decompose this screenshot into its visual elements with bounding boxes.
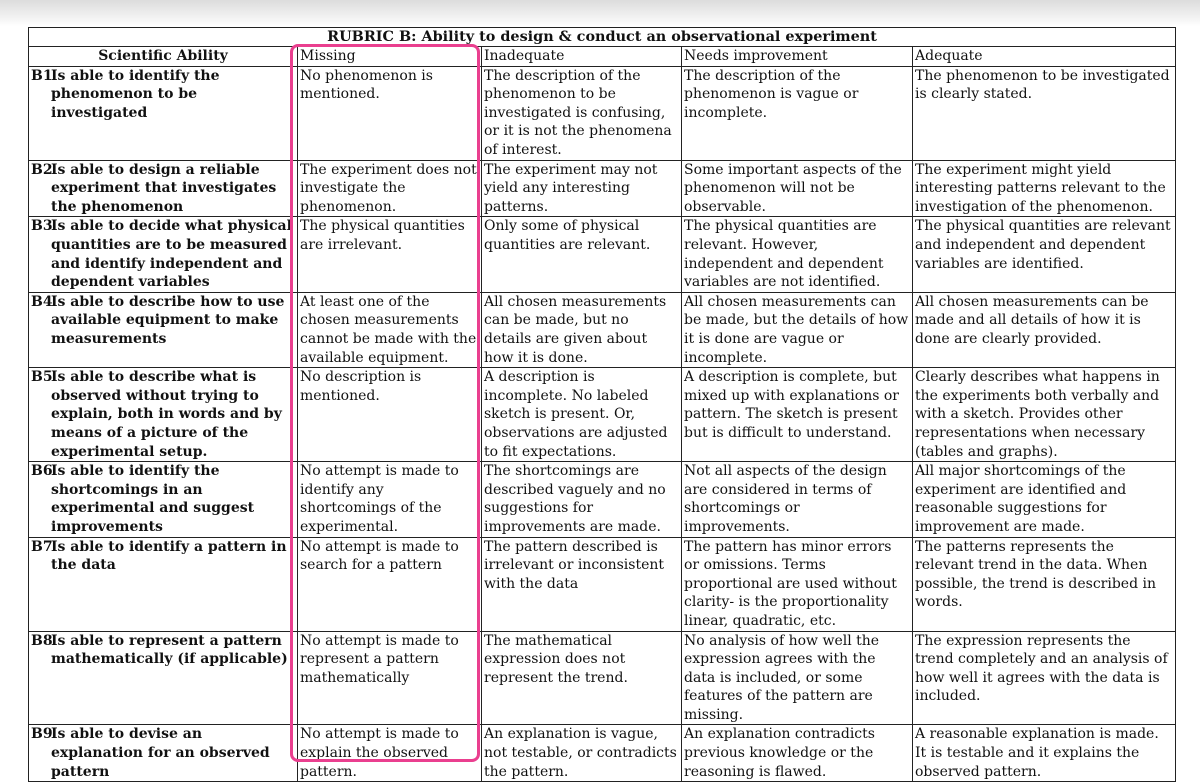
row-code: B3 <box>31 218 53 235</box>
table-row <box>29 66 1176 160</box>
ability-text: Is able to identify a pattern in the data <box>51 538 287 574</box>
ability-text: Is able to identify the shortcomings in an experimental and suggest improvements <box>51 463 255 535</box>
ability-cell <box>29 160 298 217</box>
needs-improvement-cell: The description of the phenomenon is vague or incomplete. <box>682 66 913 160</box>
ability-cell <box>29 217 298 292</box>
inadequate-cell: An explanation is vague, not testable, or contradicts the pattern. <box>482 725 682 782</box>
ability-text: Is able to decide what physical quantities are to be measured and identify independent and dependent variables <box>51 218 292 291</box>
missing-cell: The physical quantities are irrelevant. <box>298 217 482 292</box>
needs-improvement-cell: An explanation contradicts previous knowledge or the reasoning is flawed. <box>682 725 913 782</box>
row-code: B8 <box>31 632 53 649</box>
table-row <box>29 631 1176 725</box>
needs-improvement-cell: All chosen measurements can be made, but the details of how it is done are vague or incomplete. <box>682 292 913 367</box>
needs-improvement-cell: The physical quantities are relevant. However, independent and dependent variables are not identified. <box>682 217 913 292</box>
row-code: B2 <box>31 161 53 178</box>
ability-cell <box>29 537 298 631</box>
needs-improvement-cell: No analysis of how well the expression agrees with the data is included, or some features of the pattern are missing. <box>682 631 913 725</box>
needs-improvement-cell: The pattern has minor errors or omissions. Terms proportional are used without clarity- is the proportionality linear, quadratic, etc. <box>682 537 913 631</box>
ability-cell <box>29 368 298 462</box>
missing-cell: The experiment does not investigate the phenomenon. <box>298 160 482 217</box>
table-row <box>29 725 1176 782</box>
ability-cell <box>29 292 298 367</box>
row-code: B4 <box>31 293 53 310</box>
adequate-cell: The phenomenon to be investigated is clearly stated. <box>913 66 1176 160</box>
header-inadequate: Inadequate <box>482 47 682 67</box>
rubric-title: RUBRIC B: Ability to design & conduct an observational experiment <box>29 28 1176 47</box>
adequate-cell: The patterns represents the relevant trend in the data. When possible, the trend is described in words. <box>913 537 1176 631</box>
table-row <box>29 368 1176 462</box>
needs-improvement-cell: Not all aspects of the design are considered in terms of shortcomings or improvements. <box>682 462 913 537</box>
inadequate-cell: All chosen measurements can be made, but no details are given about how it is done. <box>482 292 682 367</box>
inadequate-cell: Only some of physical quantities are relevant. <box>482 217 682 292</box>
table-row <box>29 292 1176 367</box>
ability-text: Is able to design a reliable experiment that investigates the phenomenon <box>51 161 277 215</box>
header-adequate: Adequate <box>913 47 1176 67</box>
ability-text: Is able to represent a pattern mathematically (if applicable) <box>51 632 288 668</box>
header-scientific-ability: Scientific Ability <box>29 47 298 67</box>
ability-text: Is able to describe what is observed without trying to explain, both in words and by means of a picture of the experimental setup. <box>51 369 282 460</box>
missing-cell: No attempt is made to search for a pattern <box>298 537 482 631</box>
ability-cell <box>29 725 298 782</box>
adequate-cell: Clearly describes what happens in the experiments both verbally and with a sketch. Provides other representations when necessary (tables and graphs). <box>913 368 1176 462</box>
rubric-table <box>28 27 1176 782</box>
header-needs-improvement: Needs improvement <box>682 47 913 67</box>
ability-cell <box>29 462 298 537</box>
inadequate-cell: The mathematical expression does not represent the trend. <box>482 631 682 725</box>
row-code: B7 <box>31 538 53 555</box>
inadequate-cell: The description of the phenomenon to be investigated is confusing, or it is not the phenomena of interest. <box>482 66 682 160</box>
inadequate-cell: A description is incomplete. No labeled sketch is present. Or, observations are adjusted to fit expectations. <box>482 368 682 462</box>
inadequate-cell: The pattern described is irrelevant or inconsistent with the data <box>482 537 682 631</box>
row-code: B1 <box>31 67 53 84</box>
ability-cell <box>29 66 298 160</box>
missing-cell: At least one of the chosen measurements cannot be made with the available equipment. <box>298 292 482 367</box>
table-row <box>29 160 1176 217</box>
row-code: B6 <box>31 463 53 480</box>
adequate-cell: The physical quantities are relevant and independent and dependent variables are identified. <box>913 217 1176 292</box>
adequate-cell: The experiment might yield interesting patterns relevant to the investigation of the phenomenon. <box>913 160 1176 217</box>
inadequate-cell: The shortcomings are described vaguely and no suggestions for improvements are made. <box>482 462 682 537</box>
table-row <box>29 217 1176 292</box>
missing-cell: No description is mentioned. <box>298 368 482 462</box>
missing-cell: No attempt is made to identify any shortcomings of the experimental. <box>298 462 482 537</box>
ability-text: Is able to identify the phenomenon to be investigated <box>51 67 220 121</box>
inadequate-cell: The experiment may not yield any interesting patterns. <box>482 160 682 217</box>
row-code: B5 <box>31 369 53 386</box>
table-row <box>29 537 1176 631</box>
adequate-cell: A reasonable explanation is made. It is testable and it explains the observed pattern. <box>913 725 1176 782</box>
window-top-bar <box>0 0 1200 26</box>
table-row <box>29 462 1176 537</box>
adequate-cell: The expression represents the trend completely and an analysis of how well it agrees with the data is included. <box>913 631 1176 725</box>
row-code: B9 <box>31 726 53 743</box>
ability-cell <box>29 631 298 725</box>
header-missing: Missing <box>298 47 482 67</box>
ability-text: Is able to describe how to use available equipment to make measurements <box>51 293 285 347</box>
adequate-cell: All major shortcomings of the experiment are identified and reasonable suggestions for improvement are made. <box>913 462 1176 537</box>
needs-improvement-cell: A description is complete, but mixed up with explanations or pattern. The sketch is present but is difficult to understand. <box>682 368 913 462</box>
missing-cell: No attempt is made to explain the observed pattern. <box>298 725 482 782</box>
ability-text: Is able to devise an explanation for an observed pattern <box>51 726 270 780</box>
adequate-cell: All chosen measurements can be made and all details of how it is done are clearly provided. <box>913 292 1176 367</box>
missing-cell: No attempt is made to represent a pattern mathematically <box>298 631 482 725</box>
needs-improvement-cell: Some important aspects of the phenomenon will not be observable. <box>682 160 913 217</box>
missing-cell: No phenomenon is mentioned. <box>298 66 482 160</box>
